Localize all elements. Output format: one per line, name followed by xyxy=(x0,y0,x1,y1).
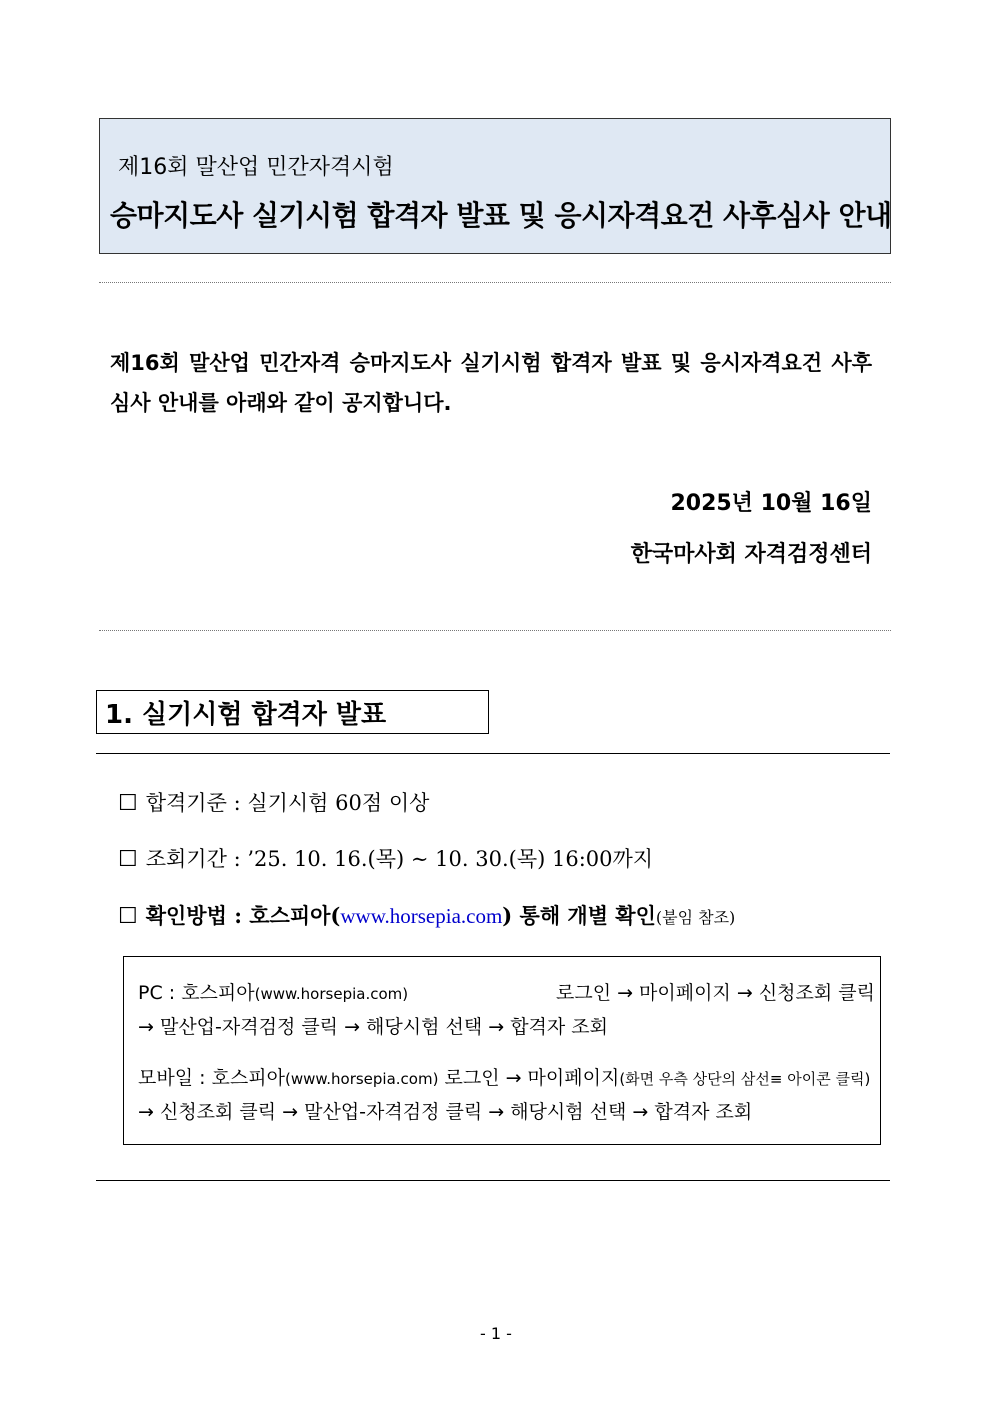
checkbox-icon: ☐ xyxy=(118,791,138,816)
pc-label: PC : 호스피아(www.horsepia.com) xyxy=(138,982,409,1004)
section-rule-top xyxy=(96,753,890,754)
pc-url: (www.horsepia.com) xyxy=(254,985,409,1003)
list-item xyxy=(118,843,653,873)
document-subtitle: 제16회 말산업 민간자격시험 xyxy=(118,155,394,180)
section-heading: 1. 실기시험 합격자 발표 xyxy=(105,700,387,730)
pc-steps: 로그인 → 마이페이지 → 신청조회 클릭 xyxy=(556,982,875,1004)
mobile-instructions-line2: → 신청조회 클릭 → 말산업-자격검정 클릭 → 해당시험 선택 → 합격자 조회 xyxy=(138,1101,753,1123)
mobile-url: (www.horsepia.com) xyxy=(284,1070,439,1088)
divider xyxy=(99,282,891,283)
item-value: ’25. 10. 16.(목) ∼ 10. 30.(목) 16:00까지 xyxy=(247,847,654,871)
item-value-pre: 호스피아( xyxy=(249,903,341,928)
item-value-post: ) 통해 개별 확인 xyxy=(502,903,656,928)
item-separator: : xyxy=(226,791,248,815)
issue-date: 2025년 10월 16일 xyxy=(670,491,872,516)
mobile-steps: 로그인 → 마이페이지 xyxy=(438,1067,620,1089)
item-label: 합격기준 xyxy=(145,791,227,815)
item-note: (붙임 참조) xyxy=(655,908,736,927)
page-number: - 1 - xyxy=(480,1324,512,1343)
divider xyxy=(99,630,891,631)
checkbox-icon: ☐ xyxy=(118,904,138,929)
horsepia-link[interactable]: www.horsepia.com xyxy=(340,904,503,928)
checkbox-icon: ☐ xyxy=(118,847,138,872)
pc-instructions-line2: → 말산업-자격검정 클릭 → 해당시험 선택 → 합격자 조회 xyxy=(138,1016,609,1038)
section-rule-bottom xyxy=(96,1180,890,1181)
intro-paragraph: 제16회 말산업 민간자격 승마지도사 실기시험 합격자 발표 및 응시자격요건 사후심사 안내를 아래와 같이 공지합니다. xyxy=(110,351,872,415)
item-label: 확인방법 xyxy=(145,903,227,928)
item-value: 실기시험 60점 이상 xyxy=(247,791,430,815)
item-separator: : xyxy=(226,903,250,928)
item-separator: : xyxy=(226,847,248,871)
pc-instructions-line1 xyxy=(138,978,875,1005)
mobile-instructions-line1 xyxy=(138,1063,870,1090)
item-label: 조회기간 xyxy=(145,847,227,871)
list-item xyxy=(118,900,735,930)
list-item xyxy=(118,787,429,817)
mobile-note: (화면 우측 상단의 삼선≡ 아이콘 클릭) xyxy=(619,1070,871,1088)
document-title: 승마지도사 실기시험 합격자 발표 및 응시자격요건 사후심사 안내 xyxy=(110,199,892,232)
issuing-organization: 한국마사회 자격검정센터 xyxy=(630,542,872,567)
mobile-label: 모바일 : 호스피아 xyxy=(138,1067,285,1089)
